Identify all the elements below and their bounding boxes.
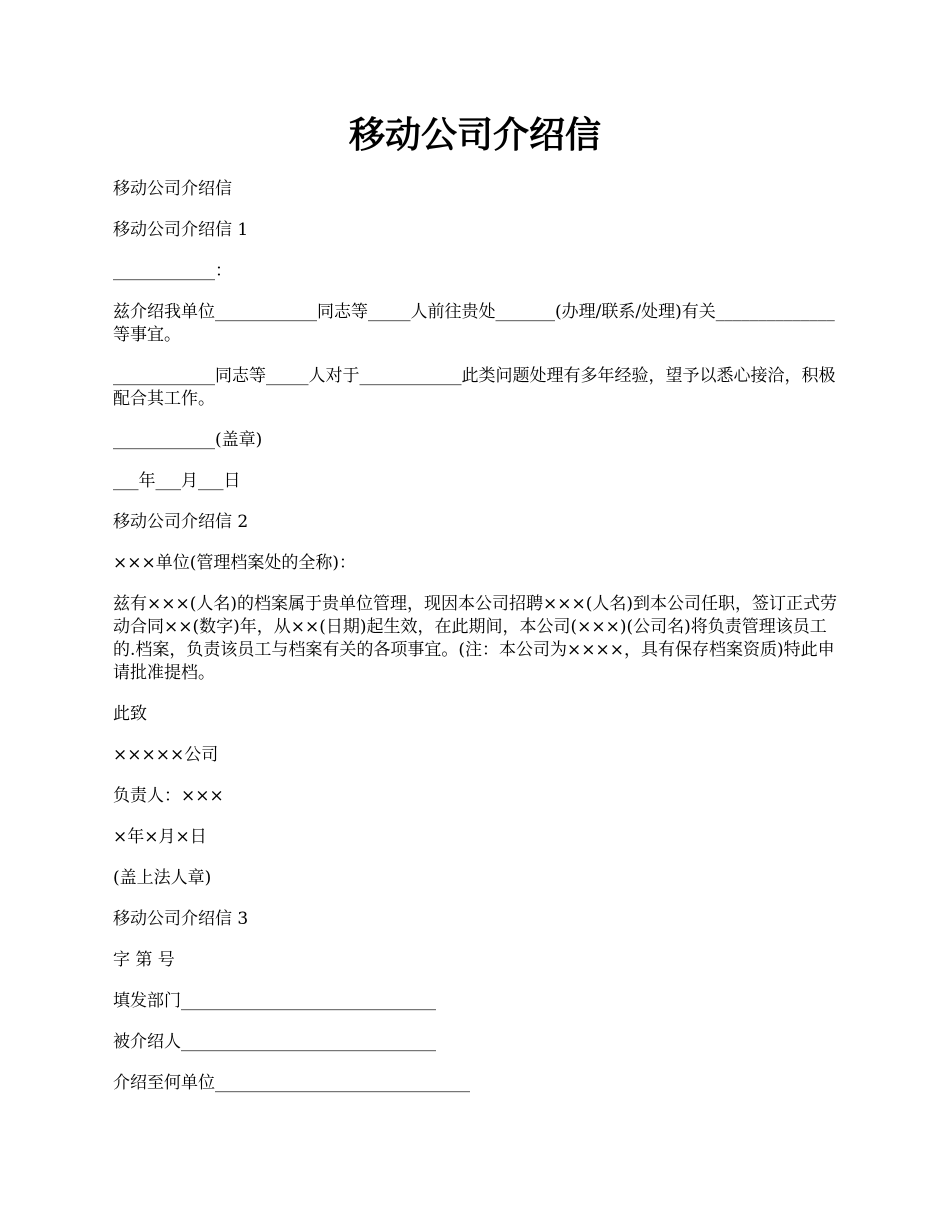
closing-salutation: 此致 <box>113 704 147 724</box>
section-heading-3: 移动公司介绍信 3 <box>113 909 249 929</box>
legal-seal-note: (盖上法人章) <box>113 868 212 888</box>
paragraph-subtitle: 移动公司介绍信 <box>113 179 232 199</box>
addressee-line: ×××单位(管理档案处的全称)： <box>113 553 356 573</box>
document-title: 移动公司介绍信 <box>348 115 601 156</box>
date-line: ___年___月___日 <box>113 471 241 491</box>
section-heading-1: 移动公司介绍信 1 <box>113 220 249 240</box>
recipient-line: ____________： <box>113 261 232 281</box>
experience-paragraph: ____________同志等_____人对于____________此类问题处理有多年经验，望予以悉心接洽，积极配合其工作。 <box>113 366 836 409</box>
section-heading-2: 移动公司介绍信 2 <box>113 512 249 532</box>
company-name: ×××××公司 <box>113 745 219 765</box>
responsible-person: 负责人：××× <box>113 786 224 806</box>
reference-number: 字 第 号 <box>113 950 175 970</box>
destination-unit-line: 介绍至何单位______________________________ <box>113 1073 470 1093</box>
introduced-person-line: 被介绍人______________________________ <box>113 1032 436 1052</box>
document-body <box>113 178 837 1113</box>
intro-paragraph: 兹介绍我单位____________同志等_____人前往贵处_______(办理/联系/处理)有关______________等事宜。 <box>113 302 835 345</box>
archive-paragraph: 兹有×××(人名)的档案属于贵单位管理，现因本公司招聘×××(人名)到本公司任职，签订正式劳动合同××(数字)年，从××(日期)起生效，在此期间，本公司(×××)(公司名)将负责管理该员工的.档案，负责该员工与档案有关的各项事宜。(注：本公司为××××，具有保存档案资质)特此申请批准提档。 <box>113 594 837 683</box>
signature-date: ×年×月×日 <box>113 827 207 847</box>
seal-line: ____________(盖章) <box>113 430 263 450</box>
issuing-department-line: 填发部门______________________________ <box>113 991 436 1011</box>
